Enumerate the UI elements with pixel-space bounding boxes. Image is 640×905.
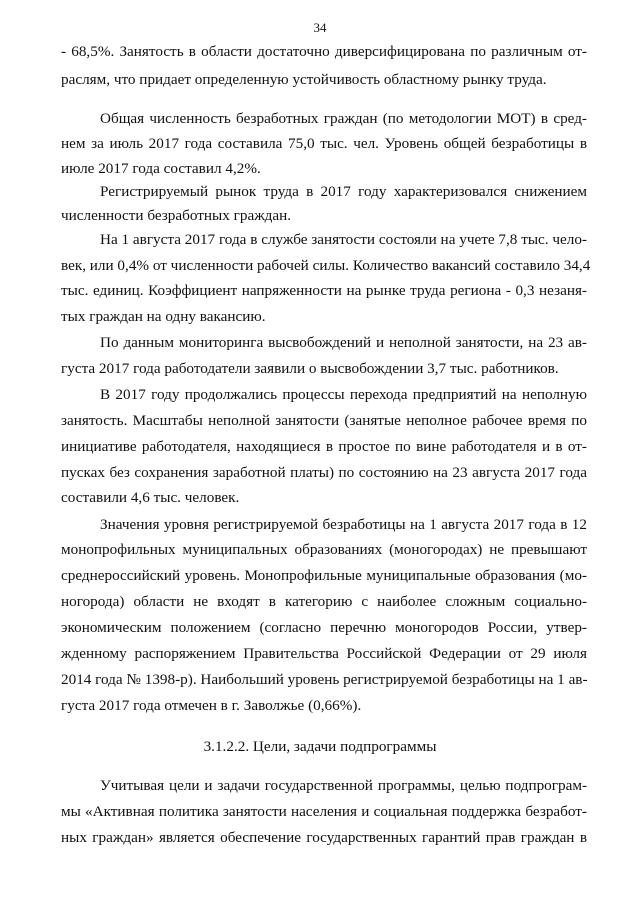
final-paragraph-line: ных граждан» является обеспечение государственных гарантий прав граждан в xyxy=(61,829,587,846)
paragraph-2-line: Общая численность безработных граждан (по методологии МОТ) в сред- xyxy=(100,110,587,127)
paragraph-4-line: век, или 0,4% от численности рабочей силы. Количество вакансий составило 34,4 xyxy=(61,257,591,274)
paragraph-6-line: пусках без сохранения заработной платы) по состоянию на 23 августа 2017 года xyxy=(61,464,587,481)
paragraph-1-line: - 68,5%. Занятость в области достаточно диверсифицирована по различным от- xyxy=(61,43,587,60)
paragraph-4-line: На 1 августа 2017 года в службе занятости состояли на учете 7,8 тыс. чело- xyxy=(100,231,587,248)
paragraph-2-line: нем за июль 2017 года составила 75,0 тыс. чел. Уровень общей безработицы в xyxy=(61,135,587,152)
paragraph-4-line: тыс. единиц. Коэффициент напряженности на рынке труда региона - 0,3 незаня- xyxy=(61,282,587,299)
paragraph-3-line: численности безработных граждан. xyxy=(61,207,292,224)
paragraph-5-line: густа 2017 года работодатели заявили о высвобождении 3,7 тыс. работников. xyxy=(61,360,559,377)
paragraph-3-line: Регистрируемый рынок труда в 2017 году характеризовался снижением xyxy=(100,183,587,200)
paragraph-7-line: ногорода) области не входят в категорию с наиболее сложным социально- xyxy=(61,593,587,610)
paragraph-6-line: В 2017 году продолжались процессы перехода предприятий на неполную xyxy=(100,386,587,403)
paragraph-7-line: экономическим положением (согласно перечню моногородов России, утвер- xyxy=(61,619,587,636)
paragraph-6-line: составили 4,6 тыс. человек. xyxy=(61,489,240,506)
paragraph-6-line: инициативе работодателя, находящиеся в простое по вине работодателя и в от- xyxy=(61,438,587,455)
paragraph-6-line: занятость. Масштабы неполной занятости (занятые неполное рабочее время по xyxy=(61,412,587,429)
final-paragraph-line: Учитывая цели и задачи государственной программы, целью подпрограм- xyxy=(100,777,587,794)
paragraph-4-line: тых граждан на одну вакансию. xyxy=(61,308,266,325)
section-heading: 3.1.2.2. Цели, задачи подпрограммы xyxy=(203,738,437,755)
paragraph-7-line: жденному распоряжением Правительства Российской Федерации от 29 июля xyxy=(61,645,587,662)
paragraph-7-line: среднероссийский уровень. Монопрофильные муниципальные образования (мо- xyxy=(61,567,587,584)
paragraph-5-line: По данным мониторинга высвобождений и неполной занятости, на 23 ав- xyxy=(100,334,587,351)
paragraph-1-line: раслям, что придает определенную устойчивость областному рынку труда. xyxy=(61,71,547,88)
paragraph-7-line: Значения уровня регистрируемой безработицы на 1 августа 2017 года в 12 xyxy=(100,516,587,533)
paragraph-7-line: монопрофильных муниципальных образованиях (моногородах) не превышают xyxy=(61,541,587,558)
final-paragraph-line: мы «Активная политика занятости населения и социальная поддержка безработ- xyxy=(61,803,587,820)
paragraph-2-line: июле 2017 года составил 4,2%. xyxy=(61,160,261,177)
paragraph-7-line: густа 2017 года отмечен в г. Заволжье (0,66%). xyxy=(61,697,362,714)
paragraph-7-line: 2014 года № 1398-р). Наибольший уровень регистрируемой безработицы на 1 ав- xyxy=(61,671,588,688)
page-number: 34 xyxy=(313,20,327,35)
